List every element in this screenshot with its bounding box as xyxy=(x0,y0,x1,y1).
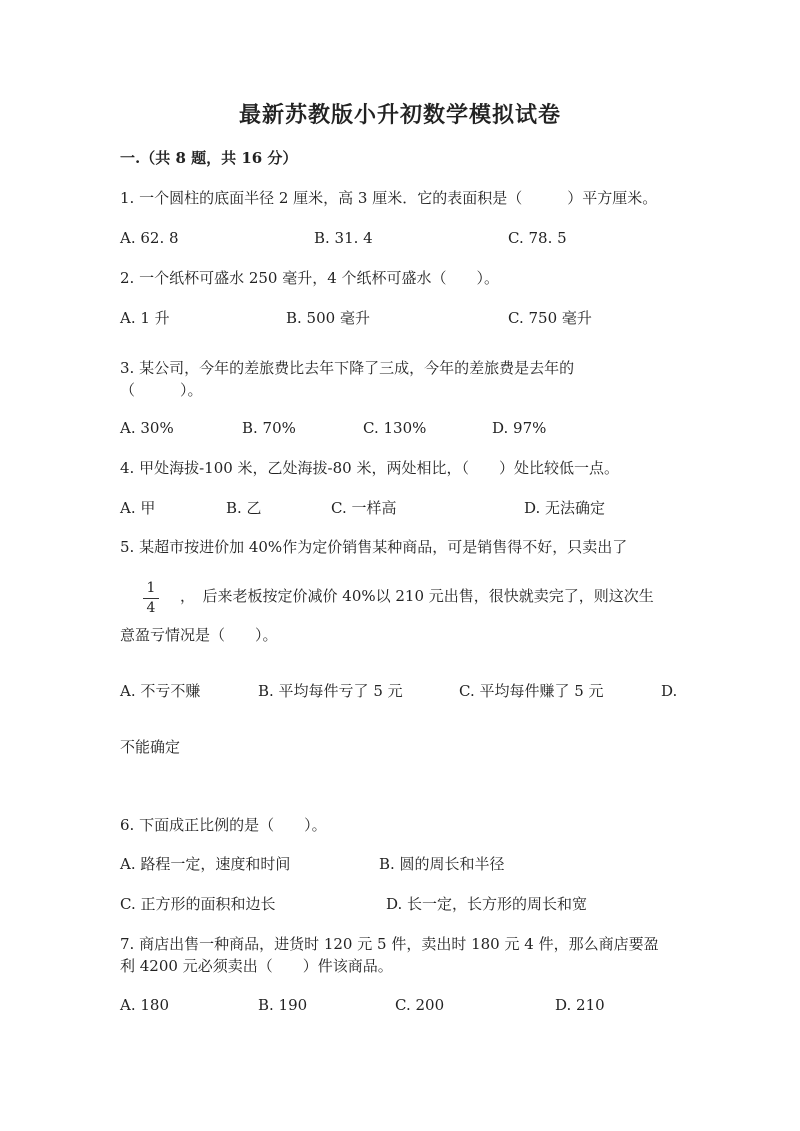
question-3-option-b: B. 70% xyxy=(242,419,296,437)
question-5-option-a: A. 不亏不赚 xyxy=(120,682,201,700)
question-4-option-d: D. 无法确定 xyxy=(524,499,606,517)
section-heading: 一.（共 8 题，共 16 分） xyxy=(120,149,298,167)
question-7-stem-line2: 利 4200 元必须卖出（ ）件该商品。 xyxy=(120,957,393,975)
question-1-option-b: B. 31. 4 xyxy=(314,229,373,247)
question-2-option-b: B. 500 毫升 xyxy=(286,309,370,327)
question-2-option-c: C. 750 毫升 xyxy=(508,309,592,327)
question-5-stem-line2: ， 后来老板按定价减价 40%以 210 元出售，很快就卖完了，则这次生 xyxy=(180,587,654,605)
question-6-option-b: B. 圆的周长和半径 xyxy=(379,855,505,873)
fraction-one-quarter xyxy=(140,580,162,617)
question-4-option-b: B. 乙 xyxy=(226,499,262,517)
question-6-stem: 6. 下面成正比例的是（ ）。 xyxy=(120,816,327,834)
fraction-bar xyxy=(143,598,159,599)
question-5-stem-line1: 5. 某超市按进价加 40%作为定价销售某种商品，可是销售得不好，只卖出了 xyxy=(120,538,628,556)
fraction-denominator: 4 xyxy=(146,600,156,616)
page-title: 最新苏教版小升初数学模拟试卷 xyxy=(238,102,561,128)
question-3-option-c: C. 130% xyxy=(363,419,427,437)
question-4-option-a: A. 甲 xyxy=(120,499,156,517)
question-1-option-c: C. 78. 5 xyxy=(508,229,567,247)
question-7-option-d: D. 210 xyxy=(555,996,605,1014)
question-2-stem: 2. 一个纸杯可盛水 250 毫升，4 个纸杯可盛水（ ）。 xyxy=(120,269,500,287)
question-5-stem-line3: 意盈亏情况是（ ）。 xyxy=(120,626,278,644)
question-6-option-a: A. 路程一定，速度和时间 xyxy=(120,855,291,873)
question-5-option-b: B. 平均每件亏了 5 元 xyxy=(258,682,403,700)
question-5-option-d-label: D. xyxy=(661,682,678,700)
question-2-option-a: A. 1 升 xyxy=(120,309,170,327)
question-3-option-a: A. 30% xyxy=(120,419,174,437)
question-6-option-d: D. 长一定，长方形的周长和宽 xyxy=(386,895,588,913)
question-1-option-a: A. 62. 8 xyxy=(120,229,179,247)
question-1-stem: 1. 一个圆柱的底面半径 2 厘米，高 3 厘米．它的表面积是（ ）平方厘米。 xyxy=(120,189,658,207)
question-5-option-c: C. 平均每件赚了 5 元 xyxy=(459,682,604,700)
question-7-stem-line1: 7. 商店出售一种商品，进货时 120 元 5 件，卖出时 180 元 4 件，那么商店要盈 xyxy=(120,935,659,953)
question-4-stem: 4. 甲处海拔-100 米，乙处海拔-80 米，两处相比，（ ）处比较低一点。 xyxy=(120,459,619,477)
fraction-numerator: 1 xyxy=(146,580,156,596)
question-7-option-b: B. 190 xyxy=(258,996,308,1014)
question-5-option-d-text: 不能确定 xyxy=(120,738,181,756)
question-6-option-c: C. 正方形的面积和边长 xyxy=(120,895,276,913)
question-4-option-c: C. 一样高 xyxy=(331,499,397,517)
question-3-option-d: D. 97% xyxy=(492,419,547,437)
question-7-option-c: C. 200 xyxy=(395,996,445,1014)
question-7-option-a: A. 180 xyxy=(120,996,169,1014)
question-3-stem-line1: 3. 某公司，今年的差旅费比去年下降了三成，今年的差旅费是去年的 xyxy=(120,359,575,377)
question-3-stem-line2: （ ）。 xyxy=(120,381,203,399)
